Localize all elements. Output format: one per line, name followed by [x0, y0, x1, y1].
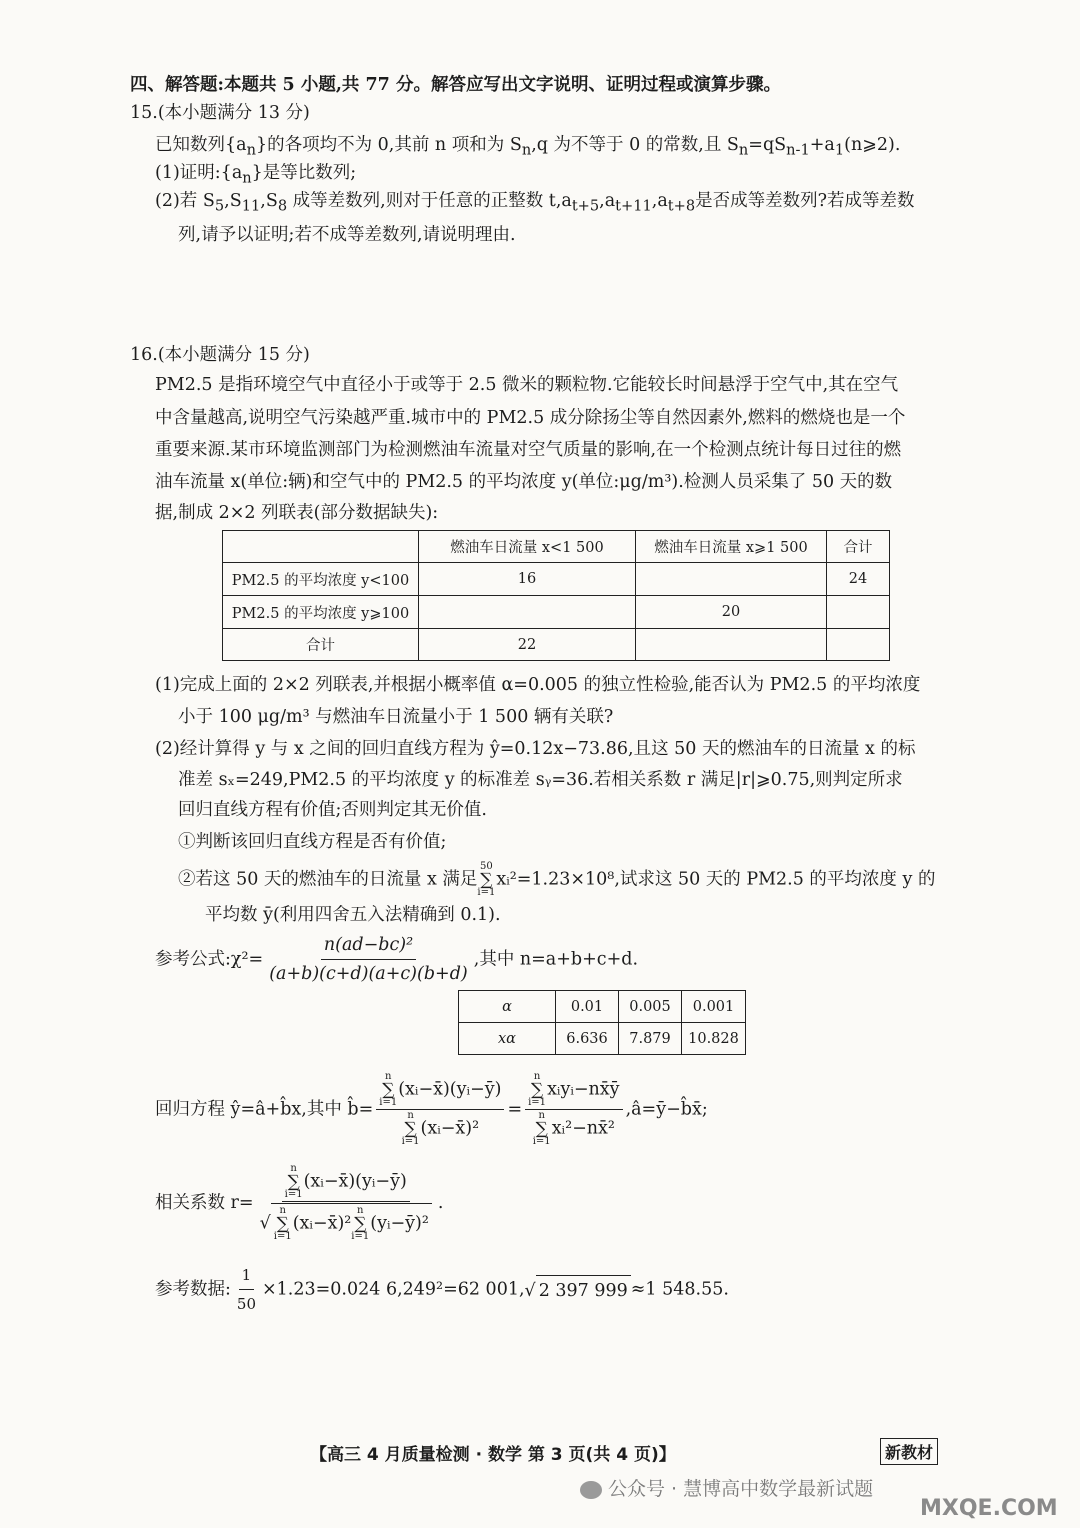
table-cell: 合计 — [827, 531, 890, 563]
table-row — [223, 596, 890, 629]
table-cell: 0.001 — [682, 991, 746, 1023]
table-cell: 7.879 — [619, 1023, 682, 1055]
contingency-table — [222, 530, 890, 661]
table-cell — [827, 629, 890, 661]
table-row — [223, 563, 890, 596]
table-cell: 10.828 — [682, 1023, 746, 1055]
page-footer: 【高三 4 月质量检测 · 数学 第 3 页(共 4 页)】 — [310, 1445, 676, 1465]
table-cell: α — [459, 991, 556, 1023]
table-cell — [636, 563, 827, 596]
q16-part2-line1: (2)经计算得 y 与 x 之间的回归直线方程为 ŷ=0.12x−73.86,且这 50 天的燃油车的日流量 x 的标 — [155, 739, 916, 759]
q16-para-1: PM2.5 是指环境空气中直径小于或等于 2.5 微米的颗粒物.它能较长时间悬浮于空气中,其在空气 — [155, 375, 899, 395]
table-cell — [223, 531, 419, 563]
q16-part2-sub1: ①判断该回归直线方程是否有价值; — [178, 832, 447, 852]
table-cell: 合计 — [223, 629, 419, 661]
q15-part2: (2)若 $S_5,S_{11},S_8$ 成等差数列,则对于任意的正整数 $t,a_{t+5},a_{t+11},a_{t+8}$是否成等差数列?若成等差数 — [155, 191, 915, 215]
table-cell: 燃油车日流量 x⩾1 500 — [636, 531, 827, 563]
wechat-icon — [580, 1481, 602, 1499]
edition-badge: 新教材 — [880, 1438, 938, 1465]
q16-part2-line3: 回归直线方程有价值;否则判定其无价值. — [178, 800, 487, 820]
q16-para-3: 重要来源.某市环境监测部门为检测燃油车流量对空气质量的影响,在一个检测点统计每日过往的燃 — [155, 440, 902, 460]
reference-data: 参考数据: $\frac{1}{50}$ ×1.23=0.024 6,249²=62 001,√ 2 397 999 ≈1 548.55. — [155, 1262, 729, 1317]
table-cell: 燃油车日流量 x<1 500 — [419, 531, 636, 563]
table-row — [459, 991, 746, 1023]
table-row — [459, 1023, 746, 1055]
q16-part1-line2: 小于 100 μg/m³ 与燃油车日流量小于 1 500 辆有关联? — [178, 707, 614, 727]
table-cell — [636, 629, 827, 661]
q16-part2-sub2: ②若这 50 天的燃油车的日流量 x 满足 50 ∑ i=1 xᵢ²=1.23×10⁸,试求这 50 天的 PM2.5 的平均浓度 y 的 — [178, 861, 936, 898]
section-heading: 四、解答题:本题共 5 小题,共 77 分。解答应写出文字说明、证明过程或演算步骤。 — [130, 75, 781, 95]
table-cell: xα — [459, 1023, 556, 1055]
correlation-formula: 相关系数 r= n ∑ i=1 (xᵢ−x̄)(yᵢ−ȳ) √ n ∑ i=1 (xᵢ−x̄)² n ∑ i=1 (yᵢ−ȳ)² . — [155, 1163, 444, 1242]
q16-para-5: 据,制成 2×2 列联表(部分数据缺失): — [155, 503, 439, 523]
watermark: 公众号 · 慧博高中数学最新试题 — [580, 1474, 873, 1501]
critical-value-table — [458, 990, 746, 1055]
q16-header: 16.(本小题满分 15 分) — [130, 345, 310, 365]
table-cell: 0.005 — [619, 991, 682, 1023]
q15-part1: (1)证明$:\{a_n\}$是等比数列; — [155, 163, 357, 187]
q16-para-2: 中含量越高,说明空气污染越严重.城市中的 PM2.5 成分除扬尘等自然因素外,燃料的燃烧也是一个 — [155, 408, 906, 428]
chi-square-formula: 参考公式:χ²= $\frac{\text{n(ad−bc)²}}{(a+b)(c+d)(a+c)(b+d)}$ ,其中 n=a+b+c+d. — [155, 932, 638, 987]
q16-para-4: 油车流量 x(单位:辆)和空气中的 PM2.5 的平均浓度 y(单位:μg/m³).检测人员采集了 50 天的数 — [155, 472, 893, 492]
table-cell: 6.636 — [556, 1023, 619, 1055]
table-header-row — [223, 531, 890, 563]
table-cell — [827, 596, 890, 629]
table-cell: 20 — [636, 596, 827, 629]
regression-formula: 回归方程 ŷ=â+b̂x,其中 b̂= n ∑ i=1 (xᵢ−x̄)(yᵢ−ȳ) n ∑ i=1 (xᵢ−x̄)² = n ∑ i=1 xᵢyᵢ−nx̄ȳ n ∑ i=1 xᵢ²−nx̄² ,â=ȳ−b̂x̄; — [155, 1071, 708, 1147]
q15-part2-line2: 列,请予以证明;若不成等差数列,请说明理由. — [178, 225, 516, 245]
q15-stem: 已知数列$\{a_n\}$的各项均不为 0,其前 n 项和为 $S_n,q$ 为不等于 0 的常数,且 $S_n=qS_{n-1}+a_1(n⩾2)$. — [155, 135, 901, 159]
q16-part2-sub2-line2: 平均数 ȳ(利用四舍五入法精确到 0.1). — [205, 905, 501, 925]
q15-header: 15.(本小题满分 13 分) — [130, 103, 310, 123]
table-row — [223, 629, 890, 661]
table-cell — [419, 596, 636, 629]
q16-part1-line1: (1)完成上面的 2×2 列联表,并根据小概率值 α=0.005 的独立性检验,能否认为 PM2.5 的平均浓度 — [155, 675, 921, 695]
watermark-site: MXQE.COM — [920, 1496, 1058, 1521]
table-cell: 22 — [419, 629, 636, 661]
table-cell: PM2.5 的平均浓度 y⩾100 — [223, 596, 419, 629]
table-cell: PM2.5 的平均浓度 y<100 — [223, 563, 419, 596]
table-cell: 0.01 — [556, 991, 619, 1023]
table-cell: 16 — [419, 563, 636, 596]
table-cell: 24 — [827, 563, 890, 596]
q16-part2-line2: 准差 sₓ=249,PM2.5 的平均浓度 y 的标准差 sᵧ=36.若相关系数 r 满足|r|⩾0.75,则判定所求 — [178, 770, 903, 790]
